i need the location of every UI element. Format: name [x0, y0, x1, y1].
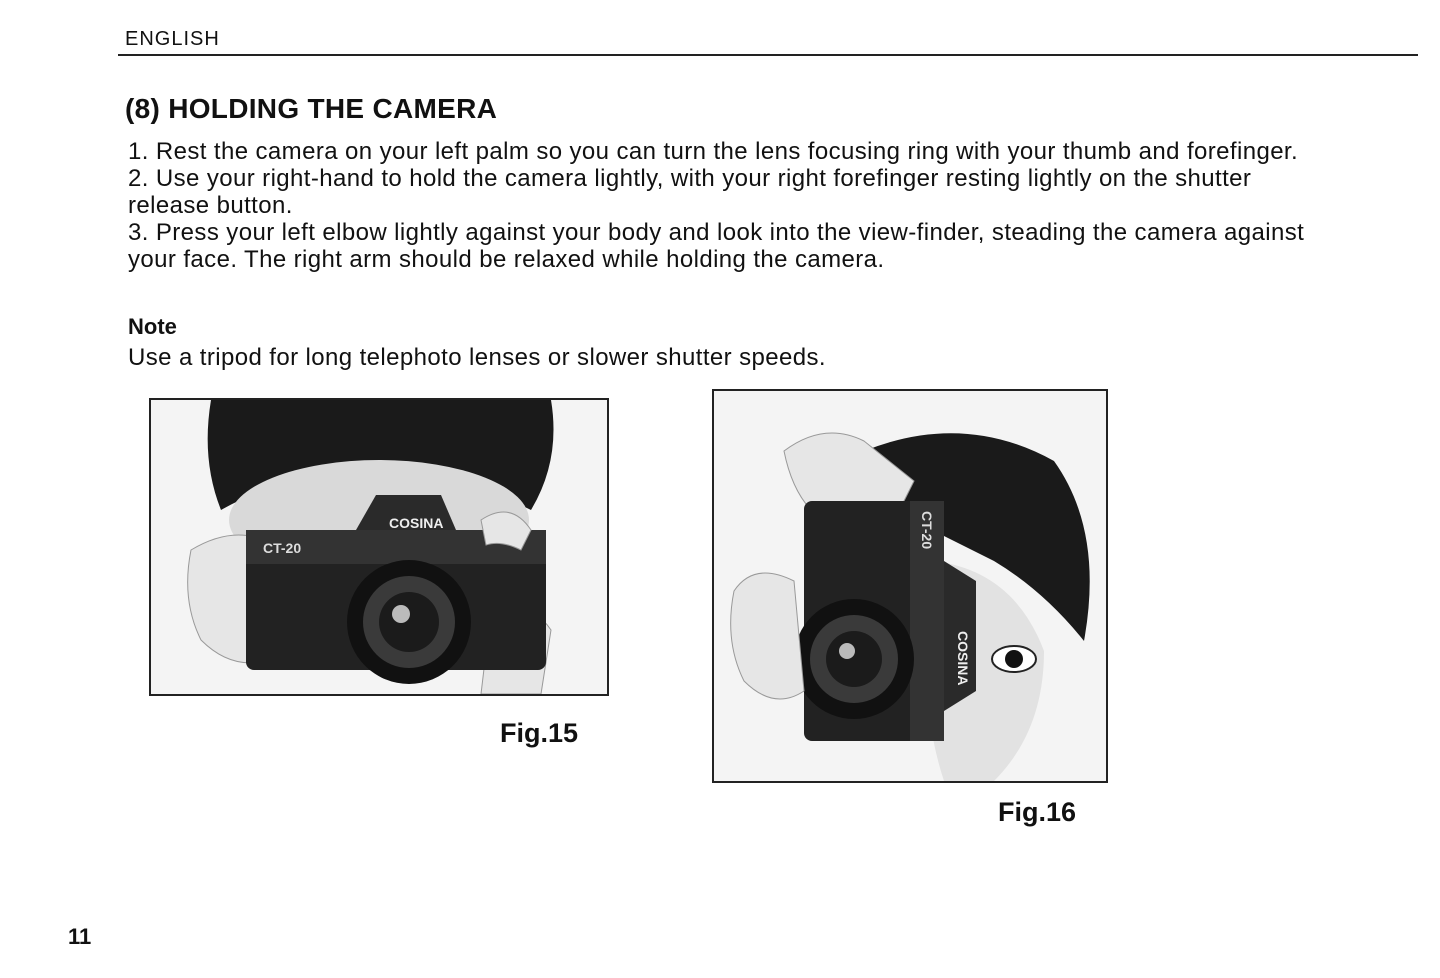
- header-rule: [118, 54, 1418, 56]
- camera-brand-text: COSINA: [389, 515, 444, 531]
- instruction-step-3: 3. Press your left elbow lightly against your body and look into the view-finder, steading the camera against your face. The right arm should be relaxed while holding the camera.: [128, 219, 1305, 273]
- instruction-step-2: 2. Use your right-hand to hold the camera lightly, with your right forefinger resting lightly on the shutter release button.: [128, 165, 1252, 219]
- page-number: 11: [68, 924, 92, 949]
- horizontal-hold-illustration: [151, 400, 607, 694]
- section-label: ENGLISH: [125, 28, 220, 50]
- camera-model-text: CT-20: [263, 540, 302, 556]
- instruction-step-1: 1. Rest the camera on your left palm so you can turn the lens focusing ring with your thumb and forefinger.: [128, 138, 1299, 165]
- figure-16-caption: Fig.16: [998, 797, 1077, 827]
- camera-model-text: CT-20: [919, 511, 935, 550]
- note-text: Use a tripod for long telephoto lenses or slower shutter speeds.: [128, 344, 826, 371]
- figure-16-photo: [712, 389, 1108, 783]
- figure-15-caption: Fig.15: [500, 718, 579, 748]
- note-heading: Note: [128, 314, 177, 339]
- vertical-hold-illustration: [714, 391, 1106, 781]
- page-title: (8) HOLDING THE CAMERA: [125, 93, 498, 124]
- camera-brand-text: COSINA: [955, 631, 971, 686]
- figure-15-photo: [149, 398, 609, 696]
- instruction-list: [128, 138, 1328, 273]
